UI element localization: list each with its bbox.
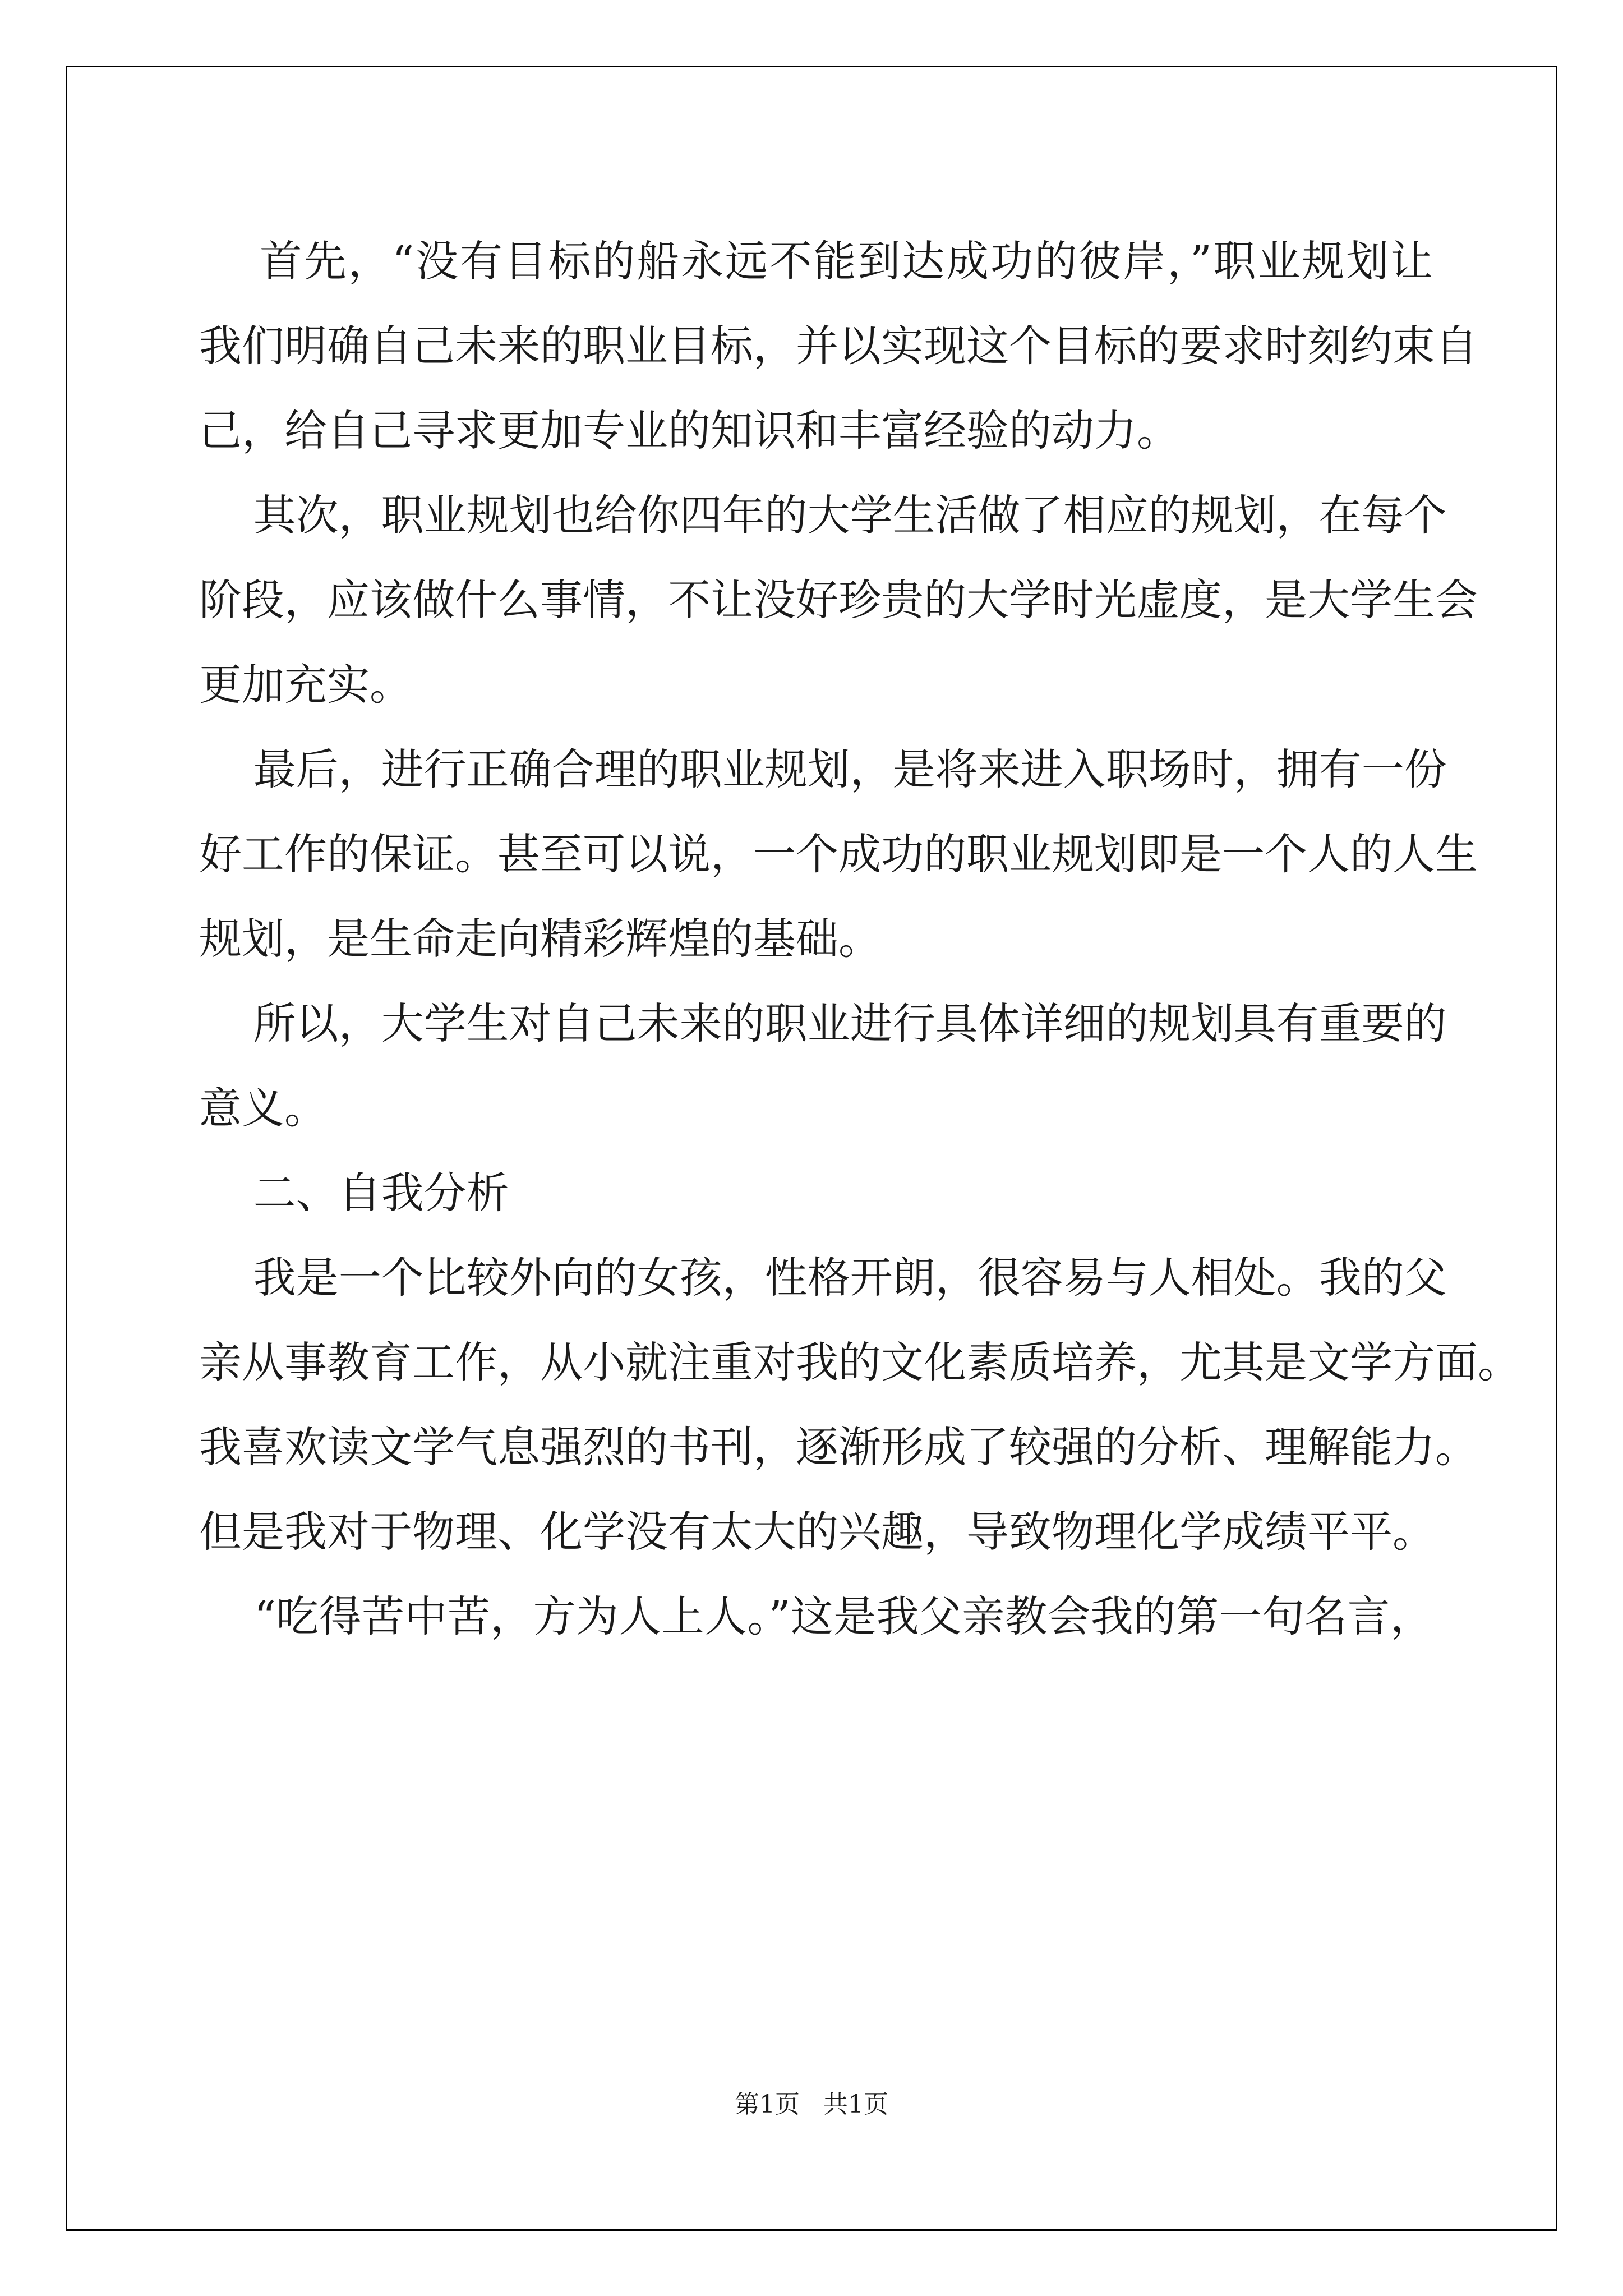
text-line: 我喜欢读文学气息强烈的书刊，逐渐形成了较强的分析、理解能力。 xyxy=(199,1422,1478,1472)
text-line: 更加充实。 xyxy=(199,660,412,710)
text-line: 亲从事教育工作，从小就注重对我的文化素质培养，尤其是文学方面。 xyxy=(199,1337,1520,1387)
page-footer: 第1页 共1页 xyxy=(735,2090,888,2119)
text-line: 我们明确自己未来的职业目标，并以实现这个目标的要求时刻约束自 xyxy=(199,321,1478,371)
text-line: 阶段，应该做什么事情，不让没好珍贵的大学时光虚度，是大学生会 xyxy=(199,575,1478,625)
text-line: “吃得苦中苦，方为人上人。”这是我父亲教会我的第一句名言， xyxy=(199,1591,1433,1641)
text-line: 其次，职业规划也给你四年的大学生活做了相应的规划，在每个 xyxy=(199,490,1447,540)
text-line: 意义。 xyxy=(199,1083,327,1133)
text-line: 二、自我分析 xyxy=(199,1168,509,1218)
text-line: 己，给自己寻求更加专业的知识和丰富经验的动力。 xyxy=(199,406,1179,455)
text-line: 所以，大学生对自己未来的职业进行具体详细的规划具有重要的 xyxy=(199,999,1447,1048)
document-body xyxy=(199,219,1520,1659)
text-line: 规划，是生命走向精彩辉煌的基础。 xyxy=(199,914,881,964)
text-line: 好工作的保证。甚至可以说，一个成功的职业规划即是一个人的人生 xyxy=(199,829,1478,879)
text-line: 我是一个比较外向的女孩，性格开朗，很容易与人相处。我的父 xyxy=(199,1253,1447,1303)
text-line: 但是我对于物理、化学没有太大的兴趣，导致物理化学成绩平平。 xyxy=(199,1507,1435,1557)
text-line: 首先，“没有目标的船永远不能到达成功的彼岸，”职业规划让 xyxy=(199,236,1433,286)
text-line: 最后，进行正确合理的职业规划，是将来进入职场时，拥有一份 xyxy=(199,744,1447,794)
